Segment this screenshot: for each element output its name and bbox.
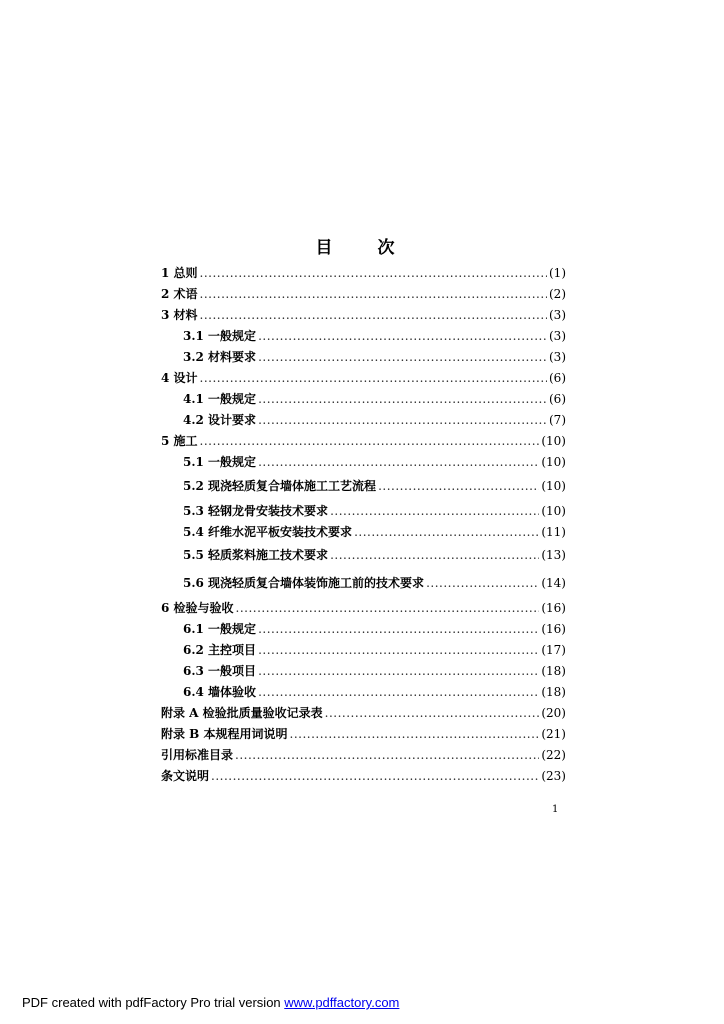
toc-entry-6-4[interactable] (183, 684, 566, 700)
toc-page: (18) (541, 685, 566, 699)
toc-entry-5-4[interactable] (183, 524, 566, 540)
toc-page: (21) (541, 727, 566, 741)
toc-page: (3) (549, 350, 566, 364)
toc-page: (14) (541, 576, 566, 590)
dot-leader (200, 433, 540, 449)
toc-page: (23) (541, 769, 566, 783)
dot-leader (378, 478, 539, 494)
toc-entry-6-2[interactable] (183, 642, 566, 658)
toc-entry-6-3[interactable] (183, 663, 566, 679)
toc-page: (2) (549, 287, 566, 301)
dot-leader (426, 575, 539, 591)
toc-page: (22) (541, 748, 566, 762)
toc-entry-5[interactable] (161, 433, 566, 449)
toc-page: (13) (541, 548, 566, 562)
toc-page: (7) (549, 413, 566, 427)
toc-label: 5.4 纤维水泥平板安装技术要求 (183, 525, 353, 539)
toc-label: 3 材料 (161, 308, 198, 322)
dot-leader (236, 600, 540, 616)
toc-label: 5.5 轻质浆料施工技术要求 (183, 548, 329, 562)
toc-label: 3.2 材料要求 (183, 350, 257, 364)
dot-leader (200, 286, 547, 302)
toc-label: 6 检验与验收 (161, 601, 234, 615)
dot-leader (258, 328, 547, 344)
dot-leader (258, 621, 539, 637)
dot-leader (258, 684, 539, 700)
toc-label: 引用标准目录 (161, 748, 234, 762)
toc-label: 5 施工 (161, 434, 198, 448)
dot-leader (211, 768, 539, 784)
toc-entry-6[interactable] (161, 600, 566, 616)
toc-page: (17) (541, 643, 566, 657)
toc-page: (16) (541, 622, 566, 636)
toc-entry-5-6[interactable] (183, 575, 566, 591)
dot-leader (235, 747, 539, 763)
page-number: 1 (552, 804, 559, 815)
toc-entry-3-2[interactable] (183, 349, 566, 365)
toc-entry-references[interactable] (161, 747, 566, 763)
toc-page: (1) (549, 266, 566, 280)
toc-entry-4[interactable] (161, 370, 566, 386)
toc-label: 4 设计 (161, 371, 198, 385)
toc-entry-5-5[interactable] (183, 547, 566, 563)
dot-leader (258, 642, 539, 658)
toc-label: 6.4 墙体验收 (183, 685, 257, 699)
toc-page: (3) (549, 329, 566, 343)
dot-leader (330, 503, 539, 519)
toc-page: (3) (549, 308, 566, 322)
toc-page: (16) (541, 601, 566, 615)
toc-label: 2 术语 (161, 287, 198, 301)
dot-leader (200, 265, 547, 281)
dot-leader (258, 349, 547, 365)
toc-entry-5-1[interactable] (183, 454, 566, 470)
toc-page: (10) (541, 479, 566, 493)
toc-page: (10) (541, 434, 566, 448)
toc-label: 3.1 一般规定 (183, 329, 257, 343)
toc-entry-1[interactable] (161, 265, 566, 281)
dot-leader (330, 547, 539, 563)
toc-label: 4.1 一般规定 (183, 392, 257, 406)
dot-leader (354, 524, 539, 540)
toc-label: 附录 B 本规程用词说明 (161, 727, 288, 741)
toc-entry-4-2[interactable] (183, 412, 566, 428)
toc-entry-appendix-b[interactable] (161, 726, 566, 742)
toc-entry-appendix-a[interactable] (161, 705, 566, 721)
toc-entry-explanation[interactable] (161, 768, 566, 784)
toc-label: 1 总则 (161, 266, 198, 280)
toc-entry-3-1[interactable] (183, 328, 566, 344)
toc-page: (6) (549, 371, 566, 385)
dot-leader (258, 412, 547, 428)
toc-page: (20) (541, 706, 566, 720)
dot-leader (258, 391, 547, 407)
dot-leader (325, 705, 540, 721)
toc-title: 目 次 (315, 238, 409, 258)
toc-page: (18) (541, 664, 566, 678)
toc-label: 4.2 设计要求 (183, 413, 257, 427)
toc-page: (6) (549, 392, 566, 406)
dot-leader (290, 726, 540, 742)
footer-link[interactable]: www.pdffactory.com (284, 995, 400, 1010)
toc-page: (10) (541, 504, 566, 518)
toc-entry-6-1[interactable] (183, 621, 566, 637)
dot-leader (200, 370, 547, 386)
toc-label: 条文说明 (161, 769, 210, 783)
toc-label: 5.3 轻钢龙骨安装技术要求 (183, 504, 329, 518)
toc-label: 6.2 主控项目 (183, 643, 257, 657)
pdf-footer (22, 995, 399, 1010)
toc-page: (11) (541, 525, 566, 539)
toc-page: (10) (541, 455, 566, 469)
toc-entry-3[interactable] (161, 307, 566, 323)
dot-leader (200, 307, 547, 323)
toc-label: 附录 A 检验批质量验收记录表 (161, 706, 323, 720)
toc-entry-2[interactable] (161, 286, 566, 302)
toc-entry-5-2[interactable] (183, 478, 566, 494)
toc-entry-5-3[interactable] (183, 503, 566, 519)
toc-entry-4-1[interactable] (183, 391, 566, 407)
toc-label: 6.3 一般项目 (183, 664, 257, 678)
toc-label: 5.2 现浇轻质复合墙体施工工艺流程 (183, 479, 377, 493)
toc-label: 5.1 一般规定 (183, 455, 257, 469)
dot-leader (258, 663, 539, 679)
footer-text: PDF created with pdfFactory Pro trial version (22, 995, 285, 1010)
toc-label: 6.1 一般规定 (183, 622, 257, 636)
toc-label: 5.6 现浇轻质复合墙体装饰施工前的技术要求 (183, 576, 425, 590)
dot-leader (258, 454, 539, 470)
